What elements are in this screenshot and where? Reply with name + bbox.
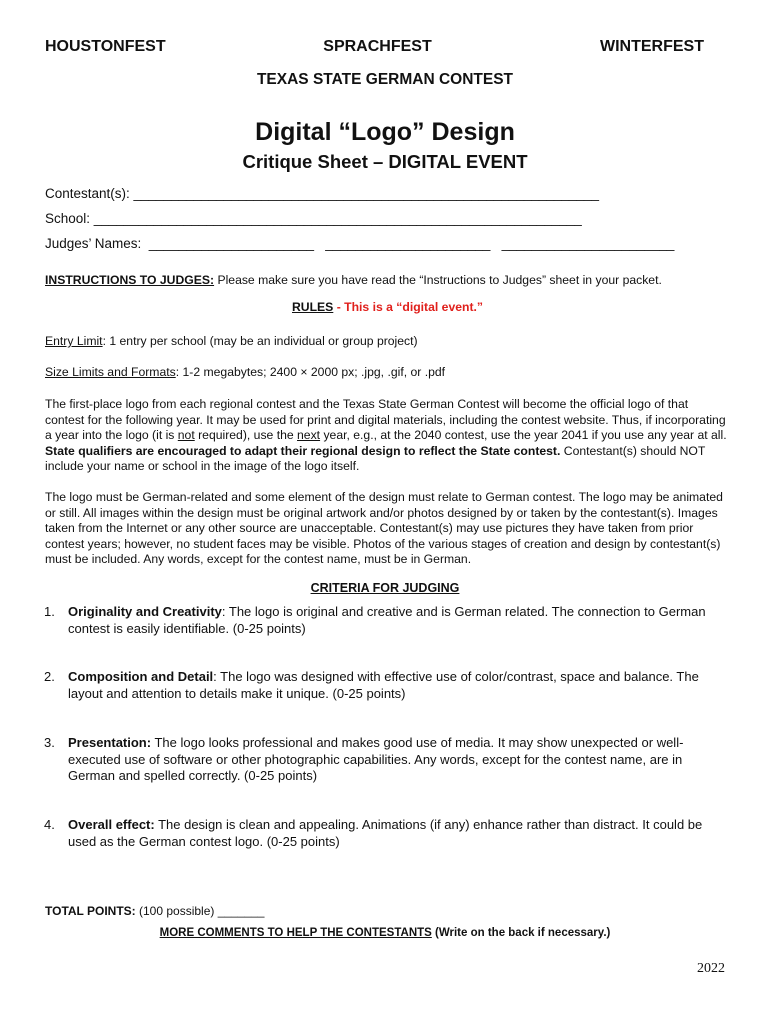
- criterion-text: The logo was designed with effective use of color/contrast, space and balance. The layout and attention to details make it unique. (0-25 points): [68, 669, 699, 701]
- criterion-title: Presentation:: [68, 735, 152, 750]
- contest-name: TEXAS STATE GERMAN CONTEST: [256, 71, 514, 88]
- entry-limit-text: : 1 entry per school (may be an individual or group project): [102, 334, 418, 348]
- header-sprachfest: SPRACHFEST: [323, 38, 432, 55]
- paragraph-official-logo: [45, 397, 730, 475]
- para1-text-a: The first-place logo from each regional contest and the Texas State German Contest will become the official logo of that contest for the following year. It may be used for print and digital materials, including the contest website. Thus, if incorporating a year into the logo (it is: [45, 397, 726, 443]
- para1-text-c: year, e.g., at the 2040 contest, use the year 2041 if you use any year at all.: [320, 428, 727, 443]
- instructions-to-judges: [45, 273, 730, 289]
- criterion-number: 2.: [44, 669, 55, 684]
- para1-not: not: [177, 428, 195, 443]
- school-field[interactable]: School: _________________________________________________________________: [45, 211, 582, 226]
- total-points-label: TOTAL POINTS:: [45, 904, 136, 918]
- size-limits-label: Size Limits and Formats: [45, 365, 176, 379]
- instructions-text: Please make sure you have read the “Instructions to Judges” sheet in your packet.: [214, 273, 662, 287]
- para1-next: next: [297, 428, 321, 443]
- paragraph-requirements: The logo must be German-related and some element of the design must relate to German contest. The logo may be animated or still. All images within the design must be original artwork and/or photos designed by or taken by the contestant(s). Images taken from the Internet or any other source are unacceptable. Contestant(s) may use pictures they have taken from prior contest years; however, no student faces may be visible. Photos of the various stages of creation and design by contestant(s) must be included. Any words, except for the contest name, must be in German.: [45, 490, 723, 567]
- total-points-line: [45, 904, 264, 918]
- criterion-number: 1.: [44, 604, 55, 619]
- rules-label: RULES: [292, 300, 334, 314]
- rules-text: - This is a “digital event.”: [333, 300, 483, 314]
- total-points-text[interactable]: (100 possible) _______: [135, 904, 265, 918]
- header-winterfest: WINTERFEST: [600, 38, 704, 55]
- size-limits-text: : 1-2 megabytes; 2400 × 2000 px; .jpg, .gif, or .pdf: [175, 365, 446, 379]
- criterion-title: Originality and Creativity: [68, 604, 222, 619]
- more-comments-line: [0, 927, 770, 939]
- criterion-text: The design is clean and appealing. Animations (if any) enhance rather than distract. It could be used as the German contest logo. (0-25 points): [68, 817, 703, 849]
- page-title: Digital “Logo” Design: [255, 118, 515, 146]
- criterion-item: [0, 735, 770, 791]
- criterion-text: The logo is original and creative and is German related. The connection to German contest is easily identifiable. (0-25 points): [68, 604, 706, 636]
- criterion-item: [0, 604, 770, 644]
- criterion-item: [0, 669, 770, 709]
- rules-line: [45, 300, 730, 316]
- para1-text-b: required), use the: [194, 428, 298, 443]
- criterion-title: Composition and Detail: [68, 669, 214, 684]
- judges-names-field[interactable]: Judges’ Names: ______________________ ______________________ _______________________: [45, 236, 675, 251]
- entry-limit-line: [45, 334, 730, 350]
- criterion-text: The logo looks professional and makes good use of media. It may show unexpected or well-executed use of software or other photographic capabilities. Any words, except for the contest name, are in German and spelled correctly. (0-25 points): [68, 735, 684, 783]
- para1-bold: State qualifiers are encouraged to adapt their regional design to reflect the State contest.: [45, 443, 561, 458]
- entry-limit-label: Entry Limit: [45, 334, 103, 348]
- more-comments-label: MORE COMMENTS TO HELP THE CONTESTANTS: [159, 927, 432, 939]
- criteria-heading-text: CRITERIA FOR JUDGING: [310, 581, 460, 595]
- criterion-item: [0, 817, 770, 857]
- criterion-number: 4.: [44, 817, 55, 832]
- page-subtitle: Critique Sheet – DIGITAL EVENT: [242, 151, 528, 172]
- criterion-title: Overall effect:: [68, 817, 155, 832]
- criterion-sep: :: [221, 604, 226, 619]
- instructions-label: INSTRUCTIONS TO JUDGES:: [45, 273, 215, 287]
- criterion-sep: :: [213, 669, 217, 684]
- para1-text-d: Contestant(s) should NOT include your name or school in the image of the logo itself.: [45, 443, 706, 474]
- criterion-number: 3.: [44, 735, 55, 750]
- document-year: 2022: [697, 961, 725, 976]
- criteria-heading: [0, 581, 770, 595]
- size-limits-line: [45, 365, 730, 381]
- header-houstonfest: HOUSTONFEST: [45, 38, 166, 55]
- contestants-field[interactable]: Contestant(s): ______________________________________________________________: [45, 186, 600, 201]
- more-comments-text: (Write on the back if necessary.): [431, 927, 611, 939]
